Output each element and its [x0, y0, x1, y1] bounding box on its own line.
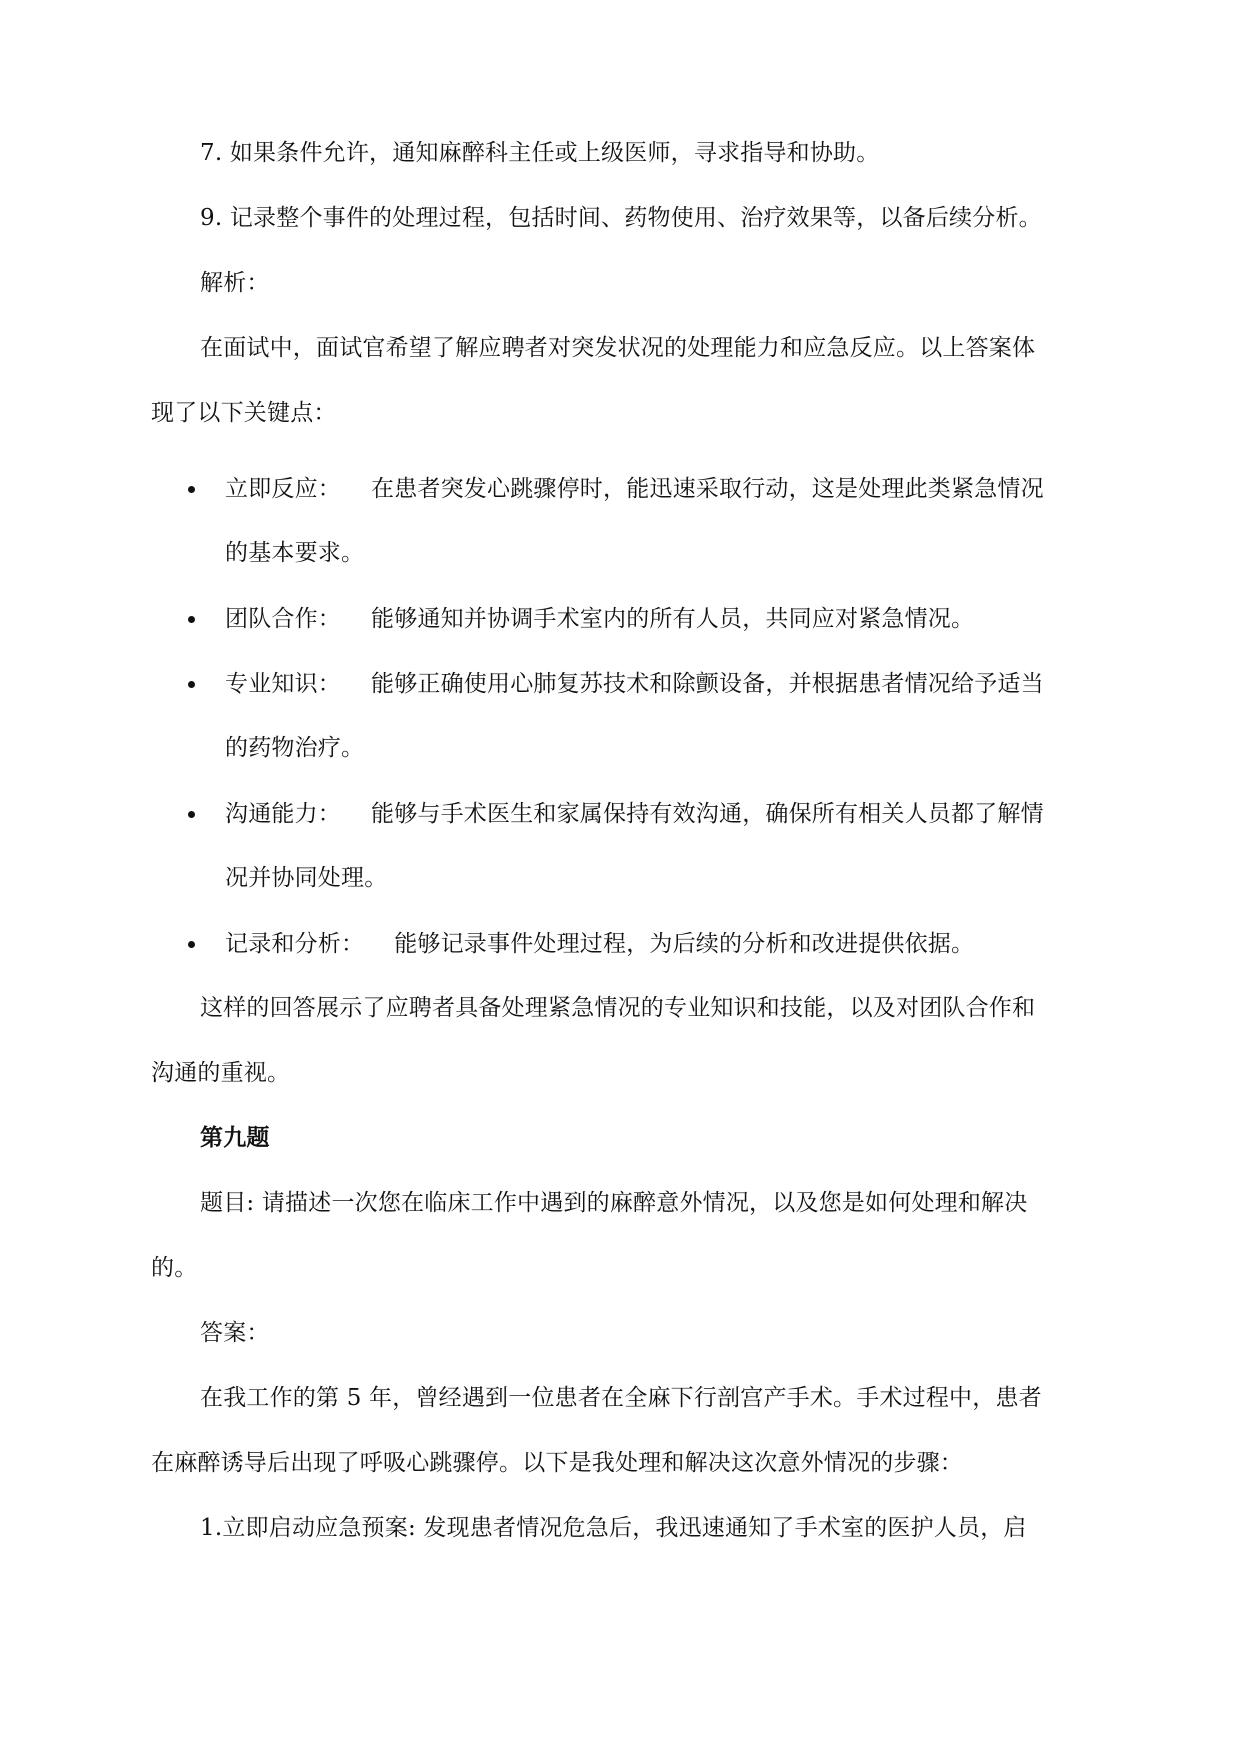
key-point-term: 沟通能力：	[225, 801, 341, 827]
answer-line-1: 在我工作的第 5 年，曾经遇到一位患者在全麻下行剖宫产手术。手术过程中，患者	[200, 1385, 1042, 1411]
analysis-label: 解析：	[200, 270, 270, 296]
key-point-text: 能够记录事件处理过程，为后续的分析和改进提供依据。	[394, 931, 975, 957]
key-point-4-line-2: 况并协同处理。	[225, 865, 388, 891]
key-point-3-line-2: 的药物治疗。	[225, 735, 365, 761]
bullet-icon	[188, 811, 195, 818]
question-line-2: 的。	[151, 1255, 198, 1281]
key-point-text: 能够正确使用心肺复苏技术和除颤设备，并根据患者情况给予适当	[371, 671, 1044, 697]
key-point-text: 能够与手术医生和家属保持有效沟通，确保所有相关人员都了解情	[371, 801, 1044, 827]
key-point-2-line-1	[225, 604, 974, 634]
analysis-intro-line-1: 在面试中，面试官希望了解应聘者对突发状况的处理能力和应急反应。以上答案体	[200, 335, 1036, 361]
key-point-term: 团队合作：	[225, 606, 341, 632]
question-line-1: 题目: 请描述一次您在临床工作中遇到的麻醉意外情况，以及您是如何处理和解决	[200, 1190, 1028, 1216]
conclusion-line-2: 沟通的重视。	[151, 1060, 291, 1086]
key-point-4-line-1	[225, 799, 1044, 829]
analysis-intro-line-2: 现了以下关键点：	[151, 400, 337, 426]
key-point-term: 立即反应：	[225, 476, 341, 502]
key-point-1-line-1	[225, 474, 1044, 504]
bullet-icon	[188, 616, 195, 623]
key-point-text: 在患者突发心跳骤停时，能迅速采取行动，这是处理此类紧急情况	[371, 476, 1044, 502]
answer-line-2: 在麻醉诱导后出现了呼吸心跳骤停。以下是我处理和解决这次意外情况的步骤：	[151, 1450, 963, 1476]
answer-step-1: 1.立即启动应急预案: 发现患者情况危急后，我迅速通知了手术室的医护人员，启	[200, 1515, 1027, 1541]
conclusion-line-1: 这样的回答展示了应聘者具备处理紧急情况的专业知识和技能，以及对团队合作和	[200, 995, 1036, 1021]
key-point-term: 记录和分析：	[225, 931, 365, 957]
key-point-1-line-2: 的基本要求。	[225, 540, 365, 566]
bullet-icon	[188, 486, 195, 493]
key-point-5-line-1	[225, 929, 974, 959]
step-9: 9. 记录整个事件的处理过程，包括时间、药物使用、治疗效果等，以备后续分析。	[200, 205, 1042, 231]
key-point-3-line-1	[225, 669, 1044, 699]
step-7: 7. 如果条件允许，通知麻醉科主任或上级医师，寻求指导和协助。	[200, 140, 880, 166]
question-heading: 第九题	[200, 1125, 270, 1151]
key-point-term: 专业知识：	[225, 671, 341, 697]
bullet-icon	[188, 941, 195, 948]
key-point-text: 能够通知并协调手术室内的所有人员，共同应对紧急情况。	[371, 606, 975, 632]
answer-label: 答案：	[200, 1320, 270, 1346]
bullet-icon	[188, 681, 195, 688]
